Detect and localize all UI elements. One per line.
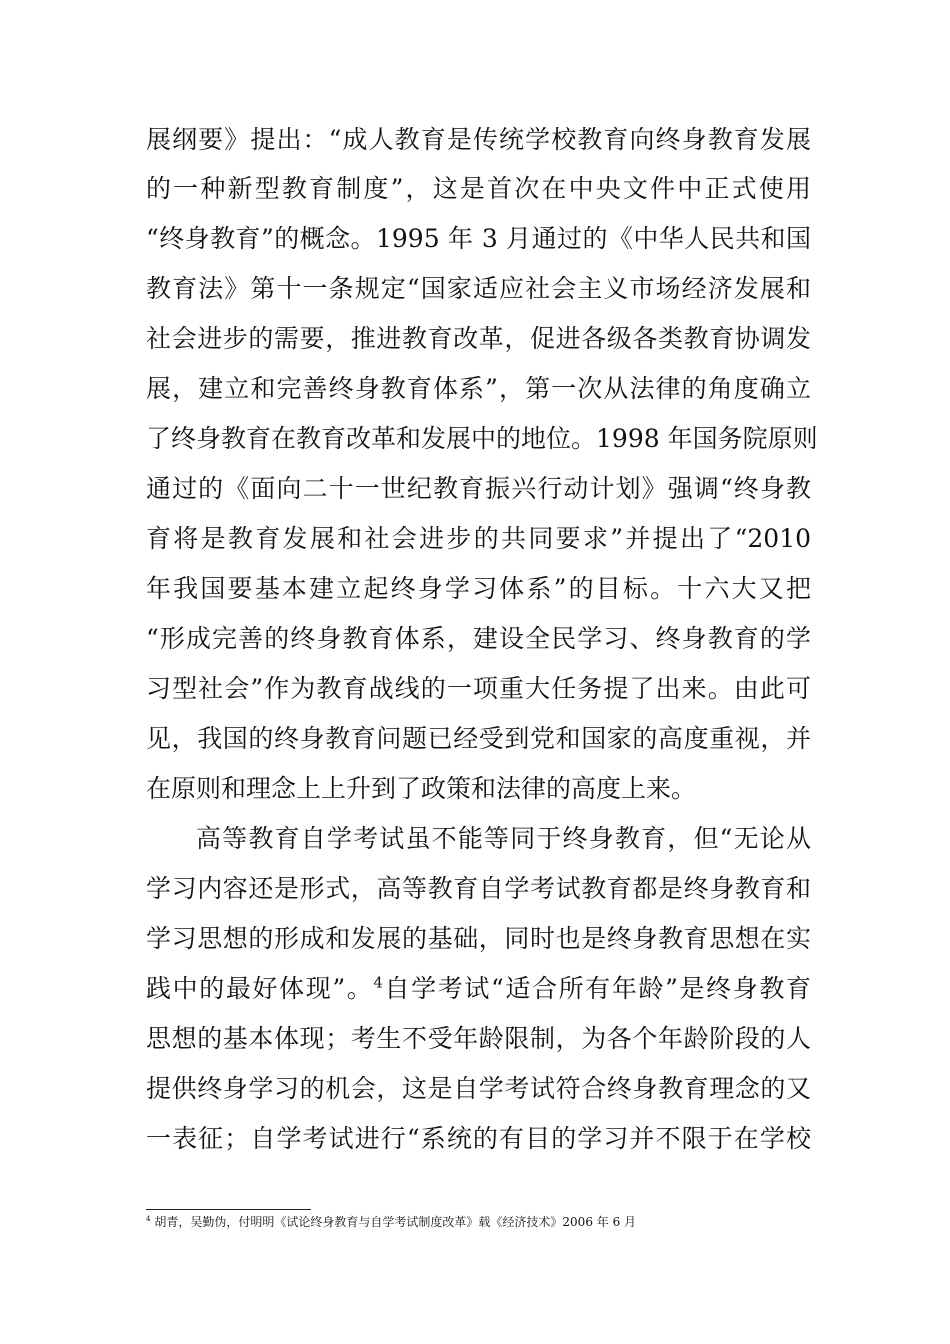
text-line: 一表征；自学考试进行“系统的有目的学习并不限于在学校 [146, 1124, 811, 1153]
text-line: 高等教育自学考试虽不能等同于终身教育，但“无论从 [196, 824, 811, 853]
text-line: 在原则和理念上上升到了政策和法律的高度上来。 [146, 774, 697, 803]
text-line: 年我国要基本建立起终身学习体系”的目标。十六大又把 [146, 574, 811, 603]
text-line: 教育法》第十一条规定“国家适应社会主义市场经济发展和 [146, 274, 811, 303]
text-line: 的一种新型教育制度”，这是首次在中央文件中正式使用 [146, 174, 811, 203]
text-line [146, 974, 811, 1004]
footnote-text: 胡青，吴勤伪，付明明《试论终身教育与自学考试制度改革》载《经济技术》2006 年 6 月 [154, 1215, 637, 1229]
text-line: 思想的基本体现；考生不受年龄限制，为各个年龄阶段的人 [146, 1024, 811, 1053]
text-line: 习型社会”作为教育战线的一项重大任务提了出来。由此可 [146, 674, 811, 703]
text-line: 提供终身学习的机会，这是自学考试符合终身教育理念的又 [146, 1074, 811, 1103]
text-line: 通过的《面向二十一世纪教育振兴行动计划》强调“终身教 [146, 474, 811, 503]
text-line: “形成完善的终身教育体系，建设全民学习、终身教育的学 [146, 624, 811, 653]
text-line: “终身教育”的概念。1995 年 3 月通过的《中华人民共和国 [146, 224, 811, 253]
text-line: 见，我国的终身教育问题已经受到党和国家的高度重视，并 [146, 724, 811, 753]
footnote-separator [146, 1209, 311, 1210]
footnote-marker: 4 [146, 1214, 151, 1223]
text-line: 育将是教育发展和社会进步的共同要求”并提出了“2010 [146, 524, 811, 553]
text-line: 社会进步的需要，推进教育改革，促进各级各类教育协调发 [146, 324, 811, 353]
text-line: 展纲要》提出：“成人教育是传统学校教育向终身教育发展 [146, 125, 811, 154]
text-segment: 践中的最好体现”。 [146, 974, 374, 1003]
text-line: 了终身教育在教育改革和发展中的地位。1998 年国务院原则 [146, 424, 818, 453]
text-line: 学习内容还是形式，高等教育自学考试教育都是终身教育和 [146, 874, 811, 903]
text-line: 展，建立和完善终身教育体系”，第一次从法律的角度确立 [146, 374, 811, 403]
text-segment: 自学考试“适合所有年龄”是终身教育 [382, 974, 811, 1003]
text-line: 学习思想的形成和发展的基础，同时也是终身教育思想在实 [146, 924, 811, 953]
footnote-reference[interactable]: 4 [373, 973, 383, 992]
footnote [146, 1214, 636, 1230]
